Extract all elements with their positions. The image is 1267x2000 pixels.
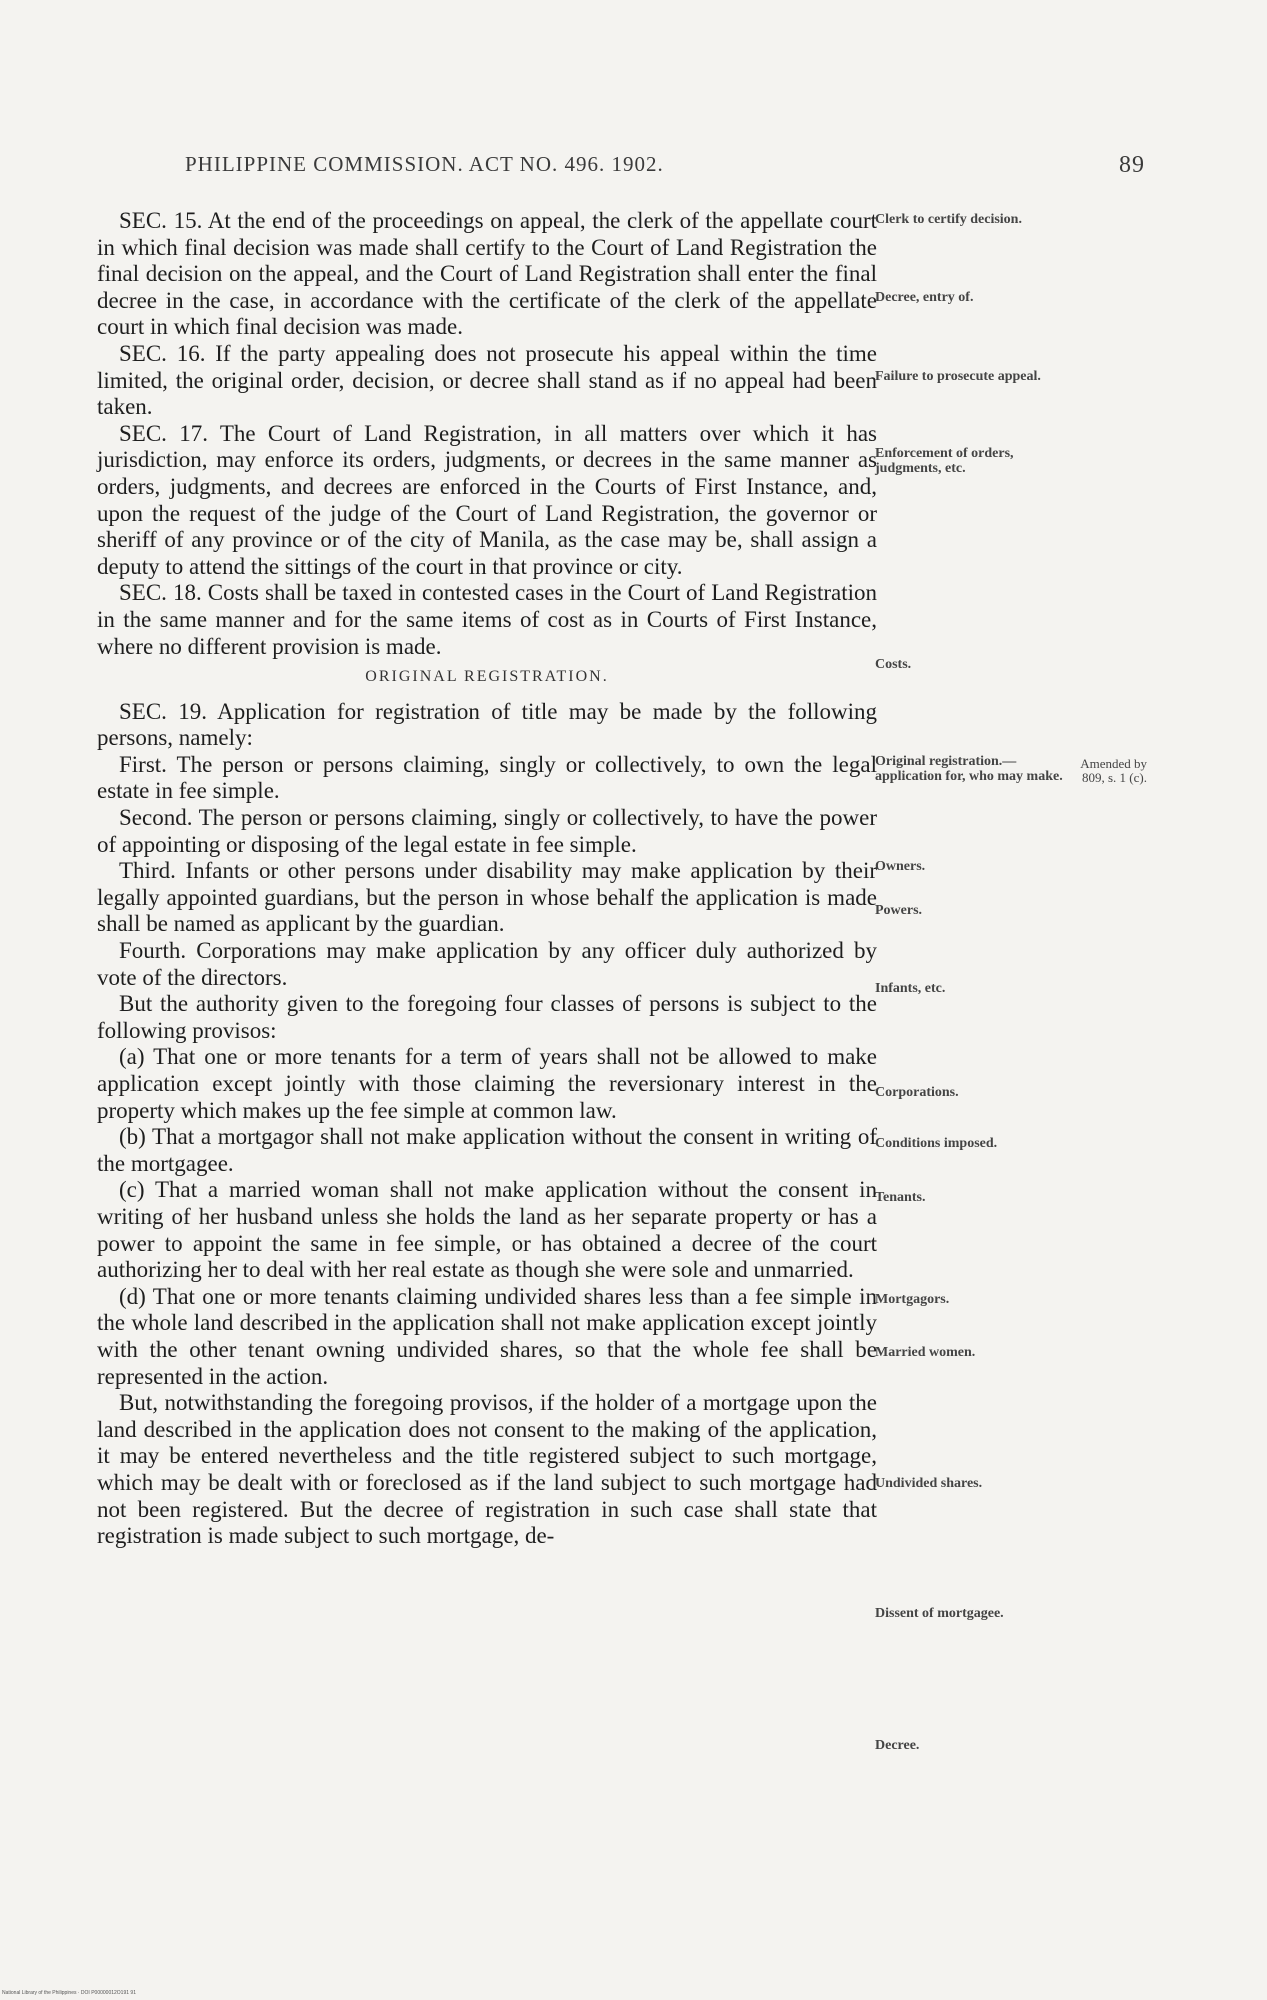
margin-note: Conditions imposed. [875, 1136, 998, 1151]
paragraph-second: Second. The person or persons claiming, singly or collectively, to have the power of appointing or disposing of the legal estate in fee simple. [97, 805, 877, 857]
paragraph-proviso-d: (d) That one or more tenants claiming undivided shares less than a fee simple in the whole land described in the application shall not make application except jointly with the other tenant owning undivided shares, so that the whole fee shall be represented in the action. [97, 1283, 877, 1389]
paragraph-proviso-b: (b) That a mortgagor shall not make application without the consent in writing of the mortgagee. [97, 1124, 877, 1176]
margin-note: Undivided shares. [875, 1476, 983, 1491]
paragraph-sec-18 [97, 580, 877, 660]
body-text [97, 208, 877, 1550]
paragraph-text: If the party appealing does not prosecute his appeal within the time limited, the original order, decision, or decree shall stand as if no appeal had been taken. [97, 340, 877, 420]
paragraph-proviso-a: (a) That one or more tenants for a term of years shall not be allowed to make application except jointly with those claiming the reversionary interest in the property which makes up the fee simple at common law. [97, 1044, 877, 1123]
margin-note: Mortgagors. [875, 1292, 950, 1307]
section-number: SEC. 17. [119, 420, 208, 446]
section-number: SEC. 18. [119, 580, 202, 606]
margin-note: Corporations. [875, 1085, 959, 1100]
margin-note: Owners. [875, 859, 926, 874]
margin-note: Costs. [875, 657, 912, 672]
margin-note: Clerk to certify decision. [875, 212, 1022, 227]
margin-note: Married women. [875, 1345, 976, 1360]
section-number: SEC. 19. [119, 698, 208, 724]
amendment-note: Amended by 809, s. 1 (c). [1080, 756, 1147, 785]
section-number: SEC. 15. [119, 208, 203, 233]
margin-note: Enforcement of orders, judgments, etc. [875, 446, 1014, 476]
section-heading: ORIGINAL REGISTRATION. [365, 668, 609, 686]
paragraph-text: Costs shall be taxed in contested cases in the Court of Land Registration in the same manner and for the same items of cost as in Courts of First Instance, where no different provision is made. [97, 580, 877, 659]
running-title: PHILIPPINE COMMISSION. ACT NO. 496. 1902. [185, 152, 664, 176]
margin-note: Infants, etc. [875, 981, 946, 996]
paragraph-mortgage: But, notwithstanding the foregoing provisos, if the holder of a mortgage upon the land described in the application does not consent to the making of the application, it may be entered nevertheless and the title registered subject to such mortgage, which may be dealt with or foreclosed as if the land subject to such mortgage had not been registered. But the decree of registration in such case shall state that registration is made subject to such mortgage, de- [97, 1390, 877, 1549]
paragraph-sec-15 [97, 208, 877, 341]
margin-note: Failure to prosecute appeal. [875, 369, 1041, 384]
paragraph-provisos: But the authority given to the foregoing four classes of persons is subject to the following provisos: [97, 991, 877, 1043]
paragraph-proviso-c: (c) That a married woman shall not make application without the consent in writing of her husband unless she holds the land as her separate property or has a power to appoint the same in fee simple, or has obtained a decree of the court authorizing her to deal with her real estate as though she were sole and unmarried. [97, 1177, 877, 1283]
paragraph-text: The Court of Land Registration, in all matters over which it has jurisdiction, may enforce its orders, judgments, or decrees in the same manner as orders, judgments, and decrees are enforced in the Courts of First Instance, and, upon the request of the judge of the Court of Land Registration, the governor or sheriff of any province or of the city of Manila, as the case may be, shall assign a deputy to attend the sittings of the court in that province or city. [97, 420, 877, 579]
library-footer: National Library of the Philippines · DOI P00000012O191 91 [2, 1990, 136, 1996]
margin-note: Original registration.—application for, who may make. [875, 754, 1063, 784]
section-number: SEC. 16. [119, 340, 206, 366]
margin-note: Dissent of mortgagee. [875, 1606, 1004, 1621]
paragraph-sec-16 [97, 341, 877, 421]
margin-note: Decree. [875, 1738, 920, 1753]
paragraph-sec-19 [97, 699, 877, 752]
paragraph-first: First. The person or persons claiming, singly or collectively, to own the legal estate in fee simple. [97, 751, 877, 804]
paragraph-fourth: Fourth. Corporations may make application by any officer duly authorized by vote of the directors. [97, 938, 877, 990]
margin-note: Decree, entry of. [875, 290, 974, 305]
paragraph-text: At the end of the proceedings on appeal, the clerk of the appellate court in which final decision was made shall certify to the Court of Land Registration the final decision on the appeal, and the Court of Land Registration shall enter the final decree in the case, in accordance with the certificate of the clerk of the appellate court in which final decision was made. [97, 208, 878, 340]
paragraph-text: Application for registration of title may be made by the following persons, namely: [97, 698, 878, 751]
paragraph-sec-17 [97, 421, 877, 581]
paragraph-third: Third. Infants or other persons under disability may make application by their legally appointed guardians, but the person in whose behalf the application is made shall be named as applicant by the guardian. [97, 858, 877, 937]
margin-note: Tenants. [875, 1190, 926, 1205]
page-number: 89 [1119, 152, 1145, 178]
margin-note: Powers. [875, 903, 923, 918]
